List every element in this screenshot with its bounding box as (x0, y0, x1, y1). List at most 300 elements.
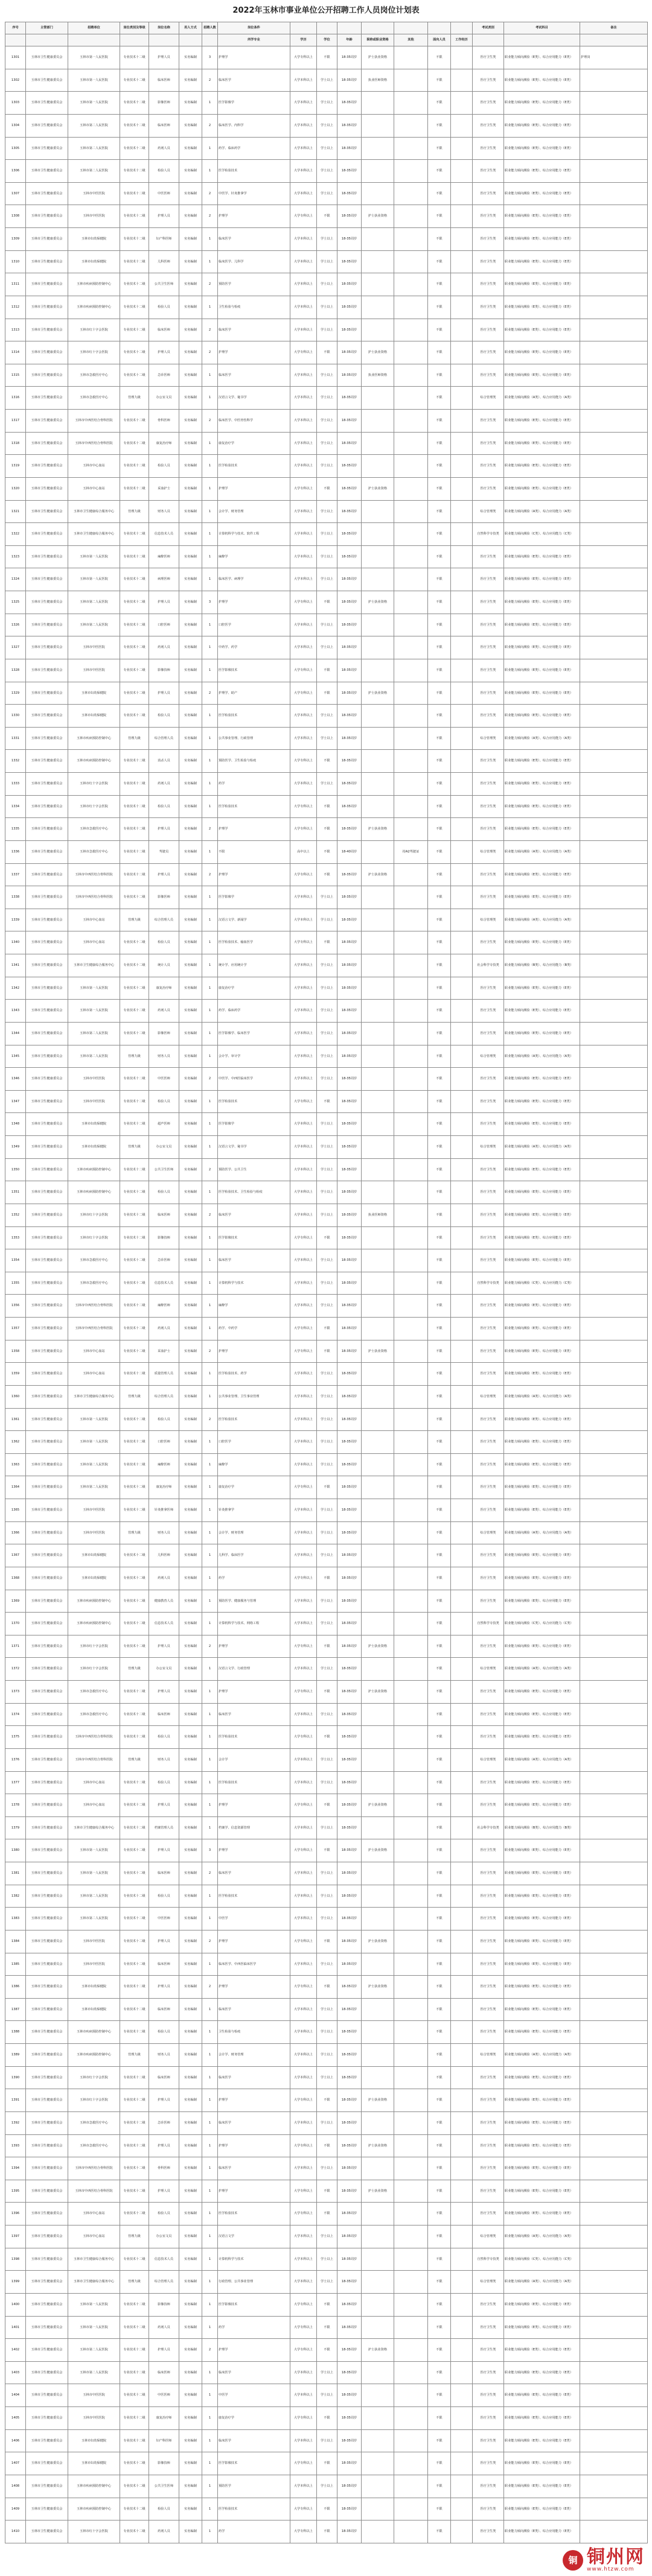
table-cell (451, 2429, 473, 2452)
table-cell: 实名编制 (179, 69, 202, 92)
table-cell: 不限 (428, 1204, 451, 1226)
table-cell: 职业能力倾向测验（E类）、综合应用能力（E类） (504, 2203, 580, 2225)
table-cell: 不限 (428, 2475, 451, 2498)
table-cell: 1408 (5, 2475, 26, 2498)
table-cell: 专业技术十二级 (120, 636, 149, 659)
table-row (5, 1771, 648, 1794)
table-cell: 学士以上 (317, 1748, 337, 1771)
table-cell: 医疗卫生类 (473, 2316, 504, 2339)
table-cell: 大学专科以上 (290, 2407, 317, 2430)
table-cell: 大学专科以上 (290, 205, 317, 228)
table-row (5, 1158, 648, 1181)
table-cell: 医疗卫生类 (473, 1158, 504, 1181)
table-cell: 18-35周岁 (337, 1408, 362, 1431)
table-cell: 1304 (5, 114, 26, 137)
header-cell (290, 22, 317, 34)
table-cell: 医疗卫生类 (473, 750, 504, 773)
table-cell: 18-35周岁 (337, 1544, 362, 1567)
table-cell: 检验人员 (149, 705, 179, 728)
table-cell: 玉林市卫生健康委员会 (26, 2361, 68, 2384)
table-cell: 实名编制 (179, 250, 202, 273)
table-cell (451, 1385, 473, 1408)
table-cell: 18-40周岁 (337, 840, 362, 863)
table-cell: 玉林市卫生健康委员会 (26, 909, 68, 931)
table-cell: 1374 (5, 1703, 26, 1726)
table-cell: 大学本科以上 (290, 1249, 317, 1272)
table-cell: 专业技术十二级 (120, 1703, 149, 1726)
table-cell (580, 2044, 648, 2067)
table-cell: 信息技术人员 (149, 2248, 179, 2271)
table-cell: 学士以上 (317, 1204, 337, 1226)
table-cell: 职业能力倾向测验（E类）、综合应用能力（E类） (504, 228, 580, 251)
table-cell: 计算机科学与技术、网络工程 (218, 1613, 290, 1635)
table-cell: 玉林市卫生健康委员会 (26, 545, 68, 568)
table-cell: 1323 (5, 545, 26, 568)
table-cell: 玉林市红十字会医院 (68, 341, 120, 364)
table-cell: 职业能力倾向测验（E类）、综合应用能力（E类） (504, 1090, 580, 1113)
table-cell: 大学本科以上 (290, 636, 317, 659)
table-cell (362, 2316, 394, 2339)
table-cell (580, 2066, 648, 2089)
table-cell: 不限 (428, 2248, 451, 2271)
table-cell: 财务人员 (149, 500, 179, 523)
table-cell (394, 364, 428, 387)
table-cell: 护理人员 (149, 591, 179, 614)
table-cell: 玉林市妇幼保健院 (68, 682, 120, 705)
table-cell (451, 1249, 473, 1272)
header-cell (68, 34, 120, 46)
table-cell (580, 1158, 648, 1181)
table-cell: 职业能力倾向测验（E类）、综合应用能力（E类） (504, 1726, 580, 1749)
table-cell (362, 1226, 394, 1249)
table-cell (394, 319, 428, 341)
table-cell (580, 659, 648, 682)
table-cell (580, 1590, 648, 1613)
header-cell (120, 34, 149, 46)
table-cell: 玉林市第一人民医院 (68, 2293, 120, 2316)
table-cell: 专业技术十二级 (120, 1635, 149, 1658)
table-cell (580, 182, 648, 205)
table-cell (451, 2316, 473, 2339)
table-cell: 护士执业资格 (362, 863, 394, 886)
table-cell: 医疗卫生类 (473, 2066, 504, 2089)
table-cell (580, 2157, 648, 2180)
table-cell (362, 1295, 394, 1318)
table-cell: 医疗卫生类 (473, 137, 504, 160)
table-cell (451, 1703, 473, 1726)
table-cell: 1301 (5, 46, 26, 69)
table-cell: 1314 (5, 341, 26, 364)
table-cell: 大学本科以上 (290, 1998, 317, 2021)
table-cell: 大学本科以上 (290, 1136, 317, 1159)
table-cell: 2 (202, 341, 218, 364)
table-cell: 汉语言文学、行政管理 (218, 1658, 290, 1681)
table-cell: 大学本科以上 (290, 2157, 317, 2180)
table-cell: 18-35周岁 (337, 1068, 362, 1091)
table-cell: 医疗卫生类 (473, 863, 504, 886)
table-cell: 护士执业资格 (362, 46, 394, 69)
table-cell: 18-35周岁 (337, 1976, 362, 1999)
table-cell: 玉林市卫生健康委员会 (26, 1272, 68, 1295)
table-cell: 医疗卫生类 (473, 1771, 504, 1794)
table-cell: 实名编制 (179, 500, 202, 523)
table-cell: 专业技术十二级 (120, 1204, 149, 1226)
table-row (5, 1272, 648, 1295)
table-cell: 1 (202, 1816, 218, 1839)
table-cell: 护士执业资格 (362, 2180, 394, 2203)
table-cell: 玉林市卫生健康委员会 (26, 1181, 68, 1204)
table-cell: 1325 (5, 591, 26, 614)
table-cell: 大学专科以上 (290, 1839, 317, 1862)
table-cell: 不限 (428, 2021, 451, 2044)
table-cell: 不限 (428, 1431, 451, 1454)
table-cell: 18-35周岁 (337, 1204, 362, 1226)
table-cell (362, 2384, 394, 2407)
table-cell: 职业能力倾向测验（E类）、综合应用能力（E类） (504, 1590, 580, 1613)
table-cell: 专业技术十二级 (120, 1567, 149, 1590)
table-cell: 护理学 (218, 1839, 290, 1862)
table-cell: 1 (202, 1318, 218, 1340)
table-cell (451, 2339, 473, 2362)
table-cell: 临床医学、儿科学 (218, 250, 290, 273)
table-cell: 1 (202, 523, 218, 546)
table-cell: 玉林市卫生健康委员会 (26, 1771, 68, 1794)
table-cell: 高中以上 (290, 840, 317, 863)
table-cell: 玉林市中西医结合骨科医院 (68, 2157, 120, 2180)
table-cell: 会计学、财务管理 (218, 1521, 290, 1544)
table-cell: 不限 (428, 773, 451, 796)
table-cell: 不限 (317, 2316, 337, 2339)
table-cell: 玉林市卫生健康委员会 (26, 341, 68, 364)
table-cell (362, 614, 394, 636)
table-cell: 财务人员 (149, 1521, 179, 1544)
table-cell: 检验人员 (149, 931, 179, 954)
table-cell: 病理医师 (149, 568, 179, 591)
table-cell: 口腔医师 (149, 1431, 179, 1454)
table-cell (451, 1272, 473, 1295)
table-cell: 不限 (317, 341, 337, 364)
table-cell: 临床医师 (149, 2361, 179, 2384)
table-cell (451, 1998, 473, 2021)
table-cell (580, 2248, 648, 2271)
table-cell: 玉林市卫生健康委员会 (26, 2134, 68, 2157)
table-cell: 18-35周岁 (337, 1022, 362, 1045)
table-cell: 医疗卫生类 (473, 2089, 504, 2112)
table-cell (394, 1249, 428, 1272)
table-cell: 大学专科以上 (290, 2339, 317, 2362)
table-cell: 医疗卫生类 (473, 2203, 504, 2225)
table-row (5, 1613, 648, 1635)
table-cell: 护理学 (218, 477, 290, 500)
table-cell: 不限 (428, 2111, 451, 2134)
table-cell: 玉林市卫生健康委员会 (26, 591, 68, 614)
table-cell: 18-35周岁 (337, 1658, 362, 1681)
header-cell: 备注 (580, 22, 648, 34)
table-cell (451, 2407, 473, 2430)
table-header (5, 22, 648, 46)
table-cell: 玉林市急救医疗中心 (68, 1703, 120, 1726)
table-cell (362, 1590, 394, 1613)
table-cell: 玉林市疾病预防控制中心 (68, 2475, 120, 2498)
table-cell (394, 977, 428, 1000)
table-cell (362, 500, 394, 523)
table-cell: 检验人员 (149, 1090, 179, 1113)
table-cell: 2 (202, 1068, 218, 1091)
table-cell: 职业能力倾向测验（E类）、综合应用能力（E类） (504, 1567, 580, 1590)
table-cell: 实名编制 (179, 2157, 202, 2180)
table-cell: 职业能力倾向测验（E类）、综合应用能力（E类） (504, 591, 580, 614)
table-cell: 职业能力倾向测验（E类）、综合应用能力（E类） (504, 2452, 580, 2475)
table-cell: 不限 (428, 1726, 451, 1749)
table-cell: 18-35周岁 (337, 1431, 362, 1454)
table-cell: 玉林市红十字会医院 (68, 2520, 120, 2543)
table-cell (394, 1885, 428, 1908)
table-cell: 18-35周岁 (337, 1953, 362, 1976)
table-cell: 1346 (5, 1068, 26, 1091)
table-cell: 大学本科以上 (290, 1908, 317, 1930)
table-cell: 不限 (317, 1976, 337, 1999)
table-cell (580, 1567, 648, 1590)
table-cell (362, 795, 394, 818)
table-cell (394, 1226, 428, 1249)
table-cell (394, 659, 428, 682)
table-cell: 18-35周岁 (337, 477, 362, 500)
table-cell: 玉林市中西医结合骨科医院 (68, 863, 120, 886)
table-cell: 专业技术十二级 (120, 2452, 149, 2475)
table-cell: 1 (202, 705, 218, 728)
table-cell: 大学本科以上 (290, 1658, 317, 1681)
table-cell: 玉林市卫生健康委员会 (26, 2475, 68, 2498)
table-cell: 18-35周岁 (337, 1295, 362, 1318)
table-cell: 不限 (428, 2044, 451, 2067)
table-cell: 1 (202, 2361, 218, 2384)
table-cell: 1377 (5, 1771, 26, 1794)
table-cell: 医疗卫生类 (473, 568, 504, 591)
table-cell (362, 954, 394, 977)
table-cell: 专业技术十二级 (120, 432, 149, 455)
table-cell: 影像技师 (149, 1226, 179, 1249)
table-cell: 不限 (428, 750, 451, 773)
table-cell: 18-35周岁 (337, 2520, 362, 2543)
table-cell (451, 682, 473, 705)
table-cell: 专业技术十二级 (120, 1113, 149, 1136)
table-cell: 大学专科以上 (290, 2293, 317, 2316)
table-cell: 18-35周岁 (337, 1158, 362, 1181)
table-cell: 不限 (428, 954, 451, 977)
table-cell: 职业能力倾向测验（E类）、综合应用能力（E类） (504, 2498, 580, 2520)
table-cell (394, 500, 428, 523)
table-cell: 1410 (5, 2520, 26, 2543)
table-cell: 办公室文员 (149, 2225, 179, 2248)
table-cell (362, 545, 394, 568)
table-cell: 大学本科以上 (290, 909, 317, 931)
table-cell: 玉林市红十字会医院 (68, 773, 120, 796)
table-cell (580, 2089, 648, 2112)
table-cell (580, 977, 648, 1000)
table-cell: 实名编制 (179, 773, 202, 796)
table-cell: 实名编制 (179, 364, 202, 387)
table-cell: 不限 (428, 1998, 451, 2021)
table-cell: 综合管理类 (473, 840, 504, 863)
table-cell: 1401 (5, 2316, 26, 2339)
table-cell: 大学专科以上 (290, 1090, 317, 1113)
table-cell: 职业能力倾向测验（E类）、综合应用能力（E类） (504, 410, 580, 433)
table-cell (451, 931, 473, 954)
table-row (5, 2361, 648, 2384)
table-cell: 学士以上 (317, 886, 337, 909)
table-cell: 实名编制 (179, 205, 202, 228)
table-cell: 检验人员 (149, 296, 179, 319)
table-cell: 玉林市卫生健康委员会 (26, 1567, 68, 1590)
table-cell: 玉林市中医医院 (68, 205, 120, 228)
table-row (5, 410, 648, 433)
table-cell: 职业能力倾向测验（E类）、综合应用能力（E类） (504, 1431, 580, 1454)
table-cell: 18-35周岁 (337, 205, 362, 228)
table-cell: 2 (202, 1340, 218, 1363)
table-cell: 不限 (428, 2089, 451, 2112)
table-row (5, 2203, 648, 2225)
table-cell: 玉林市卫生健康委员会 (26, 1908, 68, 1930)
table-cell: 18-35周岁 (337, 2429, 362, 2452)
table-cell: 管理九级 (120, 1748, 149, 1771)
table-cell: 玉林市中医医院 (68, 1930, 120, 1953)
table-cell: 实名编制 (179, 182, 202, 205)
table-cell: 玉林市卫生健康委员会 (26, 1453, 68, 1476)
table-cell (394, 1976, 428, 1999)
table-cell: 专业技术十二级 (120, 2429, 149, 2452)
table-cell: 专业技术十二级 (120, 1453, 149, 1476)
table-cell: 护士执业资格 (362, 2134, 394, 2157)
table-cell: 职业能力倾向测验（E类）、综合应用能力（E类） (504, 205, 580, 228)
table-cell: 学士以上 (317, 545, 337, 568)
table-cell (394, 410, 428, 433)
table-cell: 专业技术十二级 (120, 1544, 149, 1567)
table-cell: 大学本科以上 (290, 114, 317, 137)
table-cell: 不限 (317, 795, 337, 818)
table-cell: 玉林市卫生健康委员会 (26, 1862, 68, 1885)
table-cell: 计算机科学与技术 (218, 1272, 290, 1295)
table-cell: 职业能力倾向测验（E类）、综合应用能力（E类） (504, 1249, 580, 1272)
table-cell: 不限 (317, 2134, 337, 2157)
table-cell: 3 (202, 46, 218, 69)
table-cell: 18-35周岁 (337, 773, 362, 796)
table-cell (394, 1340, 428, 1363)
table-cell: 大学专科以上 (290, 2134, 317, 2157)
table-cell: 专业技术十二级 (120, 2089, 149, 2112)
table-cell (580, 1204, 648, 1226)
table-cell: 不限 (428, 1590, 451, 1613)
table-cell: 大学本科以上 (290, 1158, 317, 1181)
table-cell: 护理学 (218, 2134, 290, 2157)
table-row (5, 682, 648, 705)
table-cell: 1318 (5, 432, 26, 455)
table-cell: 18-35周岁 (337, 795, 362, 818)
table-row (5, 977, 648, 1000)
recruitment-table (5, 22, 648, 2543)
table-cell: 不限 (428, 182, 451, 205)
table-cell: 大学本科以上 (290, 568, 317, 591)
table-row (5, 1068, 648, 1091)
table-cell (580, 1226, 648, 1249)
table-cell (394, 886, 428, 909)
table-cell: 职业能力倾向测验（E类）、综合应用能力（E类） (504, 1499, 580, 1522)
table-cell: 玉林市第二人民医院 (68, 1045, 120, 1068)
table-cell: 职业能力倾向测验（E类）、综合应用能力（E类） (504, 1363, 580, 1386)
table-cell: 专业技术十二级 (120, 455, 149, 478)
table-cell: 康复治疗师 (149, 432, 179, 455)
table-cell: 1 (202, 2498, 218, 2520)
table-cell: 大学专科以上 (290, 1794, 317, 1817)
table-cell: 医疗卫生类 (473, 296, 504, 319)
table-cell: 大学本科以上 (290, 1068, 317, 1091)
table-cell: 职业能力倾向测验（E类）、综合应用能力（E类） (504, 2021, 580, 2044)
table-cell: 2 (202, 1976, 218, 1999)
table-cell: 医疗卫生类 (473, 1113, 504, 1136)
table-cell: 18-35周岁 (337, 250, 362, 273)
table-cell: 不限 (317, 1476, 337, 1499)
table-cell: 不限 (428, 2429, 451, 2452)
table-cell: 医疗卫生类 (473, 1726, 504, 1749)
table-cell: 不限 (317, 1340, 337, 1363)
table-cell (451, 2180, 473, 2203)
table-cell (580, 2407, 648, 2430)
table-cell: 专业技术十二级 (120, 2021, 149, 2044)
table-cell: 护士执业资格 (362, 682, 394, 705)
table-cell: 18-35周岁 (337, 1613, 362, 1635)
table-cell (394, 1408, 428, 1431)
table-cell: 检验人员 (149, 1726, 179, 1749)
table-cell: 专业技术十二级 (120, 931, 149, 954)
table-cell: 医疗卫生类 (473, 319, 504, 341)
table-cell: 玉林市卫生健康委员会 (26, 750, 68, 773)
table-cell: 职业能力倾向测验（E类）、综合应用能力（E类） (504, 1158, 580, 1181)
table-cell: 18-35周岁 (337, 1590, 362, 1613)
table-cell: 不限 (428, 977, 451, 1000)
table-cell: 1303 (5, 92, 26, 115)
table-cell: 大学本科以上 (290, 977, 317, 1000)
table-cell (451, 1862, 473, 1885)
table-cell: 医疗卫生类 (473, 1930, 504, 1953)
table-cell (580, 1022, 648, 1045)
table-cell: 18-35周岁 (337, 2407, 362, 2430)
table-cell (451, 137, 473, 160)
table-cell: 1368 (5, 1567, 26, 1590)
table-cell: 1384 (5, 1930, 26, 1953)
table-cell: 1 (202, 2452, 218, 2475)
table-cell: 医疗卫生类 (473, 1476, 504, 1499)
table-cell (362, 410, 394, 433)
table-cell: 护理人员 (149, 1635, 179, 1658)
table-cell: 医疗卫生类 (473, 1885, 504, 1908)
table-cell: 实名编制 (179, 2361, 202, 2384)
table-cell: 临床医学 (218, 364, 290, 387)
table-cell: 不限 (428, 2157, 451, 2180)
table-cell (580, 636, 648, 659)
table-cell: 实名编制 (179, 1885, 202, 1908)
table-cell: 玉林市红十字会医院 (68, 795, 120, 818)
table-cell: 康复治疗学 (218, 1476, 290, 1499)
table-cell (362, 2021, 394, 2044)
table-cell: 专业技术十二级 (120, 1318, 149, 1340)
table-cell: 实名编制 (179, 750, 202, 773)
table-cell: 不限 (428, 92, 451, 115)
table-cell: 实名编制 (179, 1181, 202, 1204)
table-cell: 专业技术十二级 (120, 160, 149, 183)
table-cell (394, 2180, 428, 2203)
table-cell: 管理九级 (120, 1136, 149, 1159)
table-cell: 1357 (5, 1318, 26, 1340)
table-cell: 大学专科以上 (290, 477, 317, 500)
